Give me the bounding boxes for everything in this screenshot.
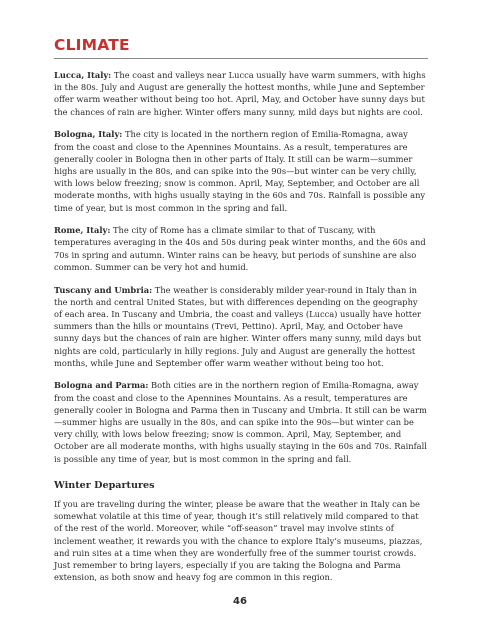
paragraph-label: Bologna, Italy: xyxy=(54,129,123,140)
paragraph-bologna xyxy=(54,128,428,213)
winter-departures-title: Winter Departures xyxy=(54,479,155,491)
paragraph-text: The weather is considerably milder year-round in Italy than in the north and central United States, but with differences depending on the geography of each area. In Tuscany and Umbria, the coast and valleys (Lucca) usually have hotter summers than the hills or mountains (Trevi, Pettino). April, May, and October have sunny days but the chances of rain are higher. Winter offers many sunny, mild days but nights are cold, particularly in hilly regions. July and August are generally the hottest months, while June and September offer warm weather without being too hot. xyxy=(54,284,422,368)
paragraph-text: The coast and valleys near Lucca usually have warm summers, with highs in the 80s. July and August are generally the hottest months, while June and September offer warm weather without being too hot. April, May, and October have sunny days but the chances of rain are higher. Winter offers many sunny, mild days but nights are cool. xyxy=(54,70,426,117)
paragraph-label: Tuscany and Umbria: xyxy=(54,284,153,295)
paragraph-label: Lucca, Italy: xyxy=(54,70,112,80)
paragraph-text: The city is located in the northern region of Emilia-Romagna, away from the coast and close to the Apennines Mountains. As a result, temperatures are generally cooler in Bologna then in other parts of Italy. It still can be warm—summer highs are usually in the 80s, and can spike into the 90s—but winter can be very chilly, with lows below freezing; snow is common. April, May, September, and October are all moderate months, with highs usually staying in the 60s and 70s. Rainfall is possible any time of year, but is most common in the spring and fall. xyxy=(54,129,426,213)
paragraph-lucca xyxy=(54,69,428,118)
title-underline xyxy=(54,58,428,59)
winter-departures-text: If you are traveling during the winter, please be aware that the weather in Italy can be somewhat volatile at this time of year, though it’s still relatively mild compared to that of the rest of the world. Moreover, while “off-season” travel may involve stints of inclement weather, it rewards you with the chance to explore Italy’s museums, piazzas, and ruin sites at a time when they are wonderfully free of the summer tourist crowds. Just remember to bring layers, especially if you are taking the Bologna and Parma extension, as both snow and heavy fog are common in this region. xyxy=(54,498,423,583)
paragraph-label: Bologna and Parma: xyxy=(54,380,149,391)
paragraph-bologna-parma xyxy=(54,379,428,464)
paragraph-text: The city of Rome has a climate similar to that of Tuscany, with temperatures averaging in the 40s and 50s during peak winter months, and the 60s and 70s in spring and autumn. Winter rains can be heavy, but periods of sunshine are also common. Summer can be very hot and humid. xyxy=(54,225,426,272)
paragraph-tuscany-umbria xyxy=(54,284,428,369)
paragraph-label: Rome, Italy: xyxy=(54,225,111,236)
page-number: 46 xyxy=(233,596,247,607)
paragraph-rome xyxy=(54,224,428,273)
paragraph-text: Both cities are in the northern region of Emilia-Romagna, away from the coast and close to the Apennines Mountains. As a result, temperatures are generally cooler in Bologna and Parma then in Tuscany and Umbria. It still can be warm—summer highs are usually in the 80s, and can spike into the 90s—but winter can be very chilly, with lows below freezing; snow is common. April, May, September, and October are all moderate months, with highs usually staying in the 60s and 70s. Rainfall is possible any time of year, but is most common in the spring and fall. xyxy=(54,380,427,464)
page-content xyxy=(54,36,428,583)
section-title: CLIMATE xyxy=(54,36,130,54)
